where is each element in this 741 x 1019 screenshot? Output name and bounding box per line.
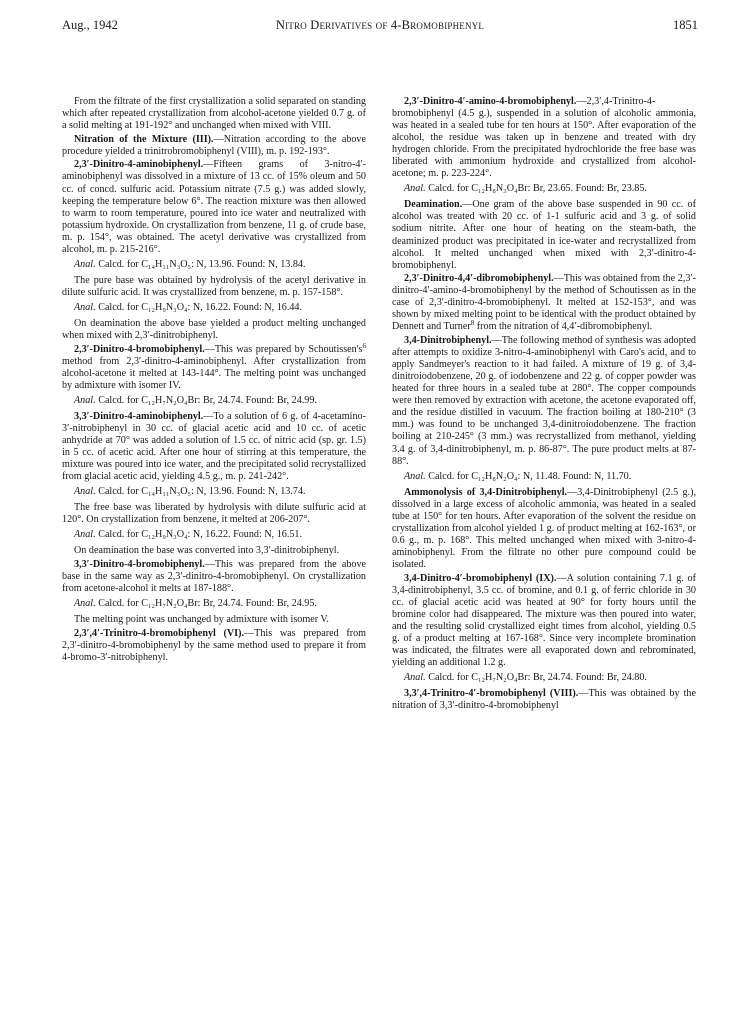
section-heading: 3,3′-Dinitro-4-bromobiphenyl. (74, 559, 205, 571)
left-column (62, 96, 366, 666)
journal-date: Aug., 1942 (62, 18, 118, 32)
paragraph: Ammonolysis of 3,4-Dinitrobiphenyl.—3,4-Dinitrobiphenyl (2.5 g.), dissolved in a large excess of alcoholic ammonia, was heated in a sealed tube at 150° for ten hours. After evaporation of the solvent the residue on crystallization from alcohol yielded 1 g. of product melting at 162-163°, or 0.6 g., m. p. 168°. This melted unchanged when mixed with 3-nitro-4-aminobiphenyl. From the filtrate no other pure compound could be isolated. (392, 486, 696, 570)
paragraph: The pure base was obtained by hydrolysis of the acetyl derivative in dilute sulfuric acid. It was crystallized from benzene, m. p. 157-158°. (62, 274, 366, 298)
section-heading: 3,4-Dinitro-4′-bromobiphenyl (IX). (404, 572, 557, 584)
section-heading: Ammonolysis of 3,4-Dinitrobiphenyl. (404, 486, 568, 498)
paragraph: The free base was liberated by hydrolysis with dilute sulfuric acid at 120°. On crystallization from benzene, it melted at 206-207°. (62, 502, 366, 526)
paragraph: 3,3′-Dinitro-4-aminobiphenyl.—To a solution of 6 g. of 4-acetamino-3′-nitrobiphenyl in 30 cc. of glacial acetic acid and 10 cc. of acetic anhydride at 70° was added a solution of 1.5 cc. of nitric acid (sp. gr. 1.5) in 5 cc. of acetic acid. After one hour of stirring at this temperature, the mixture was poured into ice water, and the precipitated solid recrystallized from glacial acetic acid, yielding 4.5 g., m. p. 241-242°. (62, 410, 366, 483)
analysis-line: Anal. Calcd. for C₁₂H₉N₃O₄: N, 16.22. Found: N, 16.44. (74, 301, 303, 313)
analysis-line: Anal. Calcd. for C₁₂H₇N₂O₄Br: Br, 24.74. Found: Br, 24.95. (74, 598, 317, 610)
paragraph: 3,4-Dinitrobiphenyl.—The following method of synthesis was adopted after attempts to oxidize 3-nitro-4-aminobiphenyl with Caro's acid, and to apply Sandmeyer's reaction to it had failed. A mixture of 19 g. of 3,4-dinitroiodobenzene, 20 g. of iodobenzene and 22 g. of copper powder was heated for three hours in a sealed tube at 280°. The copper compounds were then removed by extraction with acetone, the acetone evaporated off, and the residue distilled in vacuum. The fraction boiling at 180-210° (3 mm.) was found to be unchanged 3,4-dinitroiodobenzene. The fraction boiling at 210-245° (3 mm.) was recrystallized from methanol, yielding 3.4 g. of 3,4-dinitrobiphenyl, m. p. 86-87°. The pure product melts at 87-88°. (392, 335, 696, 467)
paragraph: 3,3′,4-Trinitro-4′-bromobiphenyl (VIII).—This was obtained by the nitration of 3,3′-dinitro-4-bromobiphenyl (392, 687, 696, 712)
section-heading: 2,3′-Dinitro-4-aminobiphenyl. (74, 159, 204, 171)
analysis-line: Anal. Calcd. for C₁₂H₇N₂O₄Br: Br, 24.74. Found: Br, 24.99. (74, 394, 317, 406)
section-heading: 3,3′-Dinitro-4-aminobiphenyl. (74, 410, 204, 422)
running-title: Nitro Derivatives of 4-Bromobiphenyl (275, 18, 485, 32)
paragraph: On deamination the base was converted into 3,3′-dinitrobiphenyl. (74, 545, 340, 557)
running-header (62, 18, 698, 36)
right-column (392, 96, 696, 714)
analysis-line: Anal. Calcd. for C₁₄H₁₁N₃O₅: N, 13.96. Found: N, 13.74. (74, 486, 306, 498)
analysis-line: Anal. Calcd. for C₁₄H₁₁N₃O₅: N, 13.96. Found: N, 13.84. (74, 258, 306, 270)
paragraph: Nitration of the Mixture (III).—Nitration according to the above procedure yielded a trinitrobromobiphenyl (VIII), m. p. 192-193°. (62, 133, 366, 157)
paragraph: 3,3′-Dinitro-4-bromobiphenyl.—This was prepared from the above base in the same way as 2,3′-dinitro-4-bromobiphenyl. On crystallization from acetone-alcohol it melts at 187-188°. (62, 559, 366, 595)
analysis-line: Anal. Calcd. for C₁₂H₇N₂O₄Br: Br, 24.74. Found: Br, 24.80. (404, 671, 647, 683)
paragraph: On deamination the above base yielded a product melting unchanged when mixed with 2,3′-dinitrobiphenyl. (62, 317, 366, 342)
paragraph: 2,3′-Dinitro-4′-amino-4-bromobiphenyl.—2,3′,4-Trinitro-4-bromobiphenyl (4.5 g.), suspended in a solution of alcoholic ammonia, was heated in a sealed tube for ten hours at 150°. After evaporation of the alcohol, the residue was taken up in benzene and treated with dry hydrogen chloride. From the precipitated hydrochloride the free base was liberated with ammonium hydroxide and crystallized from alcohol-acetone; m. p. 223-224°. (392, 96, 696, 180)
section-heading: 2,3′-Dinitro-4-bromobiphenyl. (74, 343, 205, 355)
footnote-ref: 6 (362, 341, 366, 350)
paragraph: 2,3′-Dinitro-4-aminobiphenyl.—Fifteen grams of 3-nitro-4′-aminobiphenyl was dissolved in a mixture of 13 cc. of 15% oleum and 50 cc. of concd. sulfuric acid. Potassium nitrate (7.5 g.) was added slowly, keeping the temperature below 6°. The reaction mixture was then allowed to warm to room temperature, poured into ice water and neutralized with potassium hydroxide. On crystallization from benzene, 11 g. of crude base, m. p. 154°, was obtained. The acetyl derivative was crystallized from alcohol, m. p. 215-216°. (62, 159, 366, 255)
paragraph: 2,3′,4′-Trinitro-4-bromobiphenyl (VI).—This was prepared from 2,3′-dinitro-4-bromobiphenyl by the same method used to prepare it from 4-bromo-3′-nitrobiphenyl. (62, 627, 367, 663)
footnote-ref: 8 (470, 319, 475, 328)
section-heading: 3,3′,4-Trinitro-4′-bromobiphenyl (VIII). (404, 687, 579, 699)
paragraph: The melting point was unchanged by admixture with isomer V. (74, 614, 329, 626)
analysis-line: Anal. Calcd. for C₁₂H₈N₂O₄: N, 11.48. Found: N, 11.70. (404, 470, 632, 482)
section-heading: 3,4-Dinitrobiphenyl. (404, 335, 492, 347)
paragraph: From the filtrate of the first crystallization a solid separated on standing which after repeated crystallization from alcohol-acetone yielded 0.7 g. of a solid melting at 191-192° and unchanged when mixed with VIII. (62, 96, 366, 132)
section-heading: Deamination. (404, 199, 463, 211)
paragraph: 2,3′-Dinitro-4-bromobiphenyl.—This was prepared by $Schoutissen's^6$ method from 2,3′-dinitro-4-aminobiphenyl. After crystallization from alcohol-acetone it melted at 143-144°. The melting point was unchanged by admixture with isomer IV. (62, 341, 366, 391)
page-number: 1851 (673, 18, 698, 32)
section-heading: Nitration of the Mixture (III). (74, 133, 214, 145)
paragraph: 3,4-Dinitro-4′-bromobiphenyl (IX).—A solution containing 7.1 g. of 3,4-dinitrobiphenyl, 3.5 cc. of bromine, and 0.1 g. of ferric chloride in 30 cc. of glacial acetic acid was heated at 90° for forty hours until the bromine color had disappeared. The mixture was then poured into water, and the resulting solid crystallized eight times from alcohol, yielding 0.5 g. of a product melting at 167-168°. Since very incomplete bromination was indicated, the filtrates were all evaporated down and rebrominated, yielding an additional 1.2 g. (392, 572, 696, 668)
section-heading: 2,3′-Dinitro-4,4′-dibromobiphenyl. (404, 273, 554, 285)
paragraph: 2,3′-Dinitro-4,4′-dibromobiphenyl.—This was obtained from the 2,3′-dinitro-4′-amino-4-bromobiphenyl by the method of Schoutissen as in the case of 2,3′-dinitro-4-bromobiphenyl. It melted at 152-153°, and was shown by mixed melting point to be identical with the product obtained by Dennett and Turner$^8$ from the nitration of 4,4′-dibromobiphenyl. (392, 273, 696, 333)
analysis-line: Anal. Calcd. for C₁₂H₈N₃O₄Br: Br, 23.65. Found: Br, 23.85. (404, 183, 647, 195)
section-heading: 2,3′-Dinitro-4′-amino-4-bromobiphenyl. (404, 96, 577, 107)
analysis-line: Anal. Calcd. for C₁₂H₉N₃O₄: N, 16.22. Found: N, 16.51. (74, 529, 303, 541)
section-heading: 2,3′,4′-Trinitro-4-bromobiphenyl (VI). (74, 627, 245, 639)
paragraph: Deamination.—One gram of the above base suspended in 90 cc. of alcohol was treated with 20 cc. of 1-1 sulfuric acid and 3 g. of solid sodium nitrite. After one hour of heating on the steam-bath, the deaminized product was precipitated in ice-water and recrystallized from alcohol. It melted unchanged when mixed with 2,3′-dinitro-4-bromobiphenyl. (392, 199, 696, 271)
